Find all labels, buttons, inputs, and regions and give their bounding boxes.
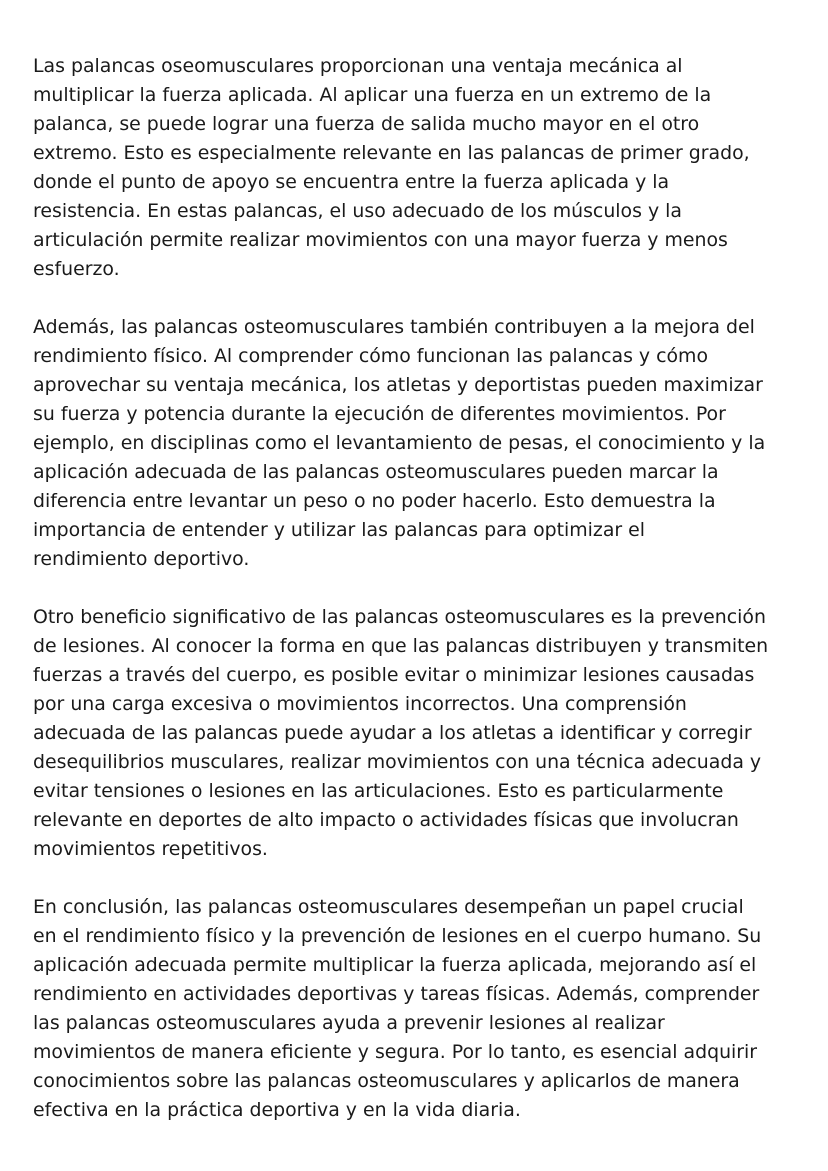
text-line: diferencia entre levantar un peso o no poder hacerlo. Esto demuestra la [33, 490, 716, 512]
text-line: extremo. Esto es especialmente relevante en las palancas de primer grado, [33, 142, 750, 164]
text-line: aplicación adecuada permite multiplicar la fuerza aplicada, mejorando así el [33, 954, 757, 976]
text-line: esfuerzo. [33, 258, 120, 280]
text-line: su fuerza y potencia durante la ejecución de diferentes movimientos. Por [33, 403, 726, 425]
text-line: importancia de entender y utilizar las palancas para optimizar el [33, 519, 646, 541]
paragraph-conclusion [33, 893, 808, 1125]
text-line: donde el punto de apoyo se encuentra entre la fuerza aplicada y la [33, 171, 670, 193]
paragraph-performance [33, 313, 808, 574]
text-line: desequilibrios musculares, realizar movimientos con una técnica adecuada y [33, 751, 762, 773]
text-line: ejemplo, en disciplinas como el levantamiento de pesas, el conocimiento y la [33, 432, 766, 454]
text-line: aplicación adecuada de las palancas osteomusculares pueden marcar la [33, 461, 719, 483]
text-line: por una carga excesiva o movimientos incorrectos. Una comprensión [33, 693, 687, 715]
text-line: rendimiento en actividades deportivas y tareas físicas. Además, comprender [33, 983, 760, 1005]
text-line: conocimientos sobre las palancas osteomusculares y aplicarlos de manera [33, 1070, 740, 1092]
text-line: rendimiento físico. Al comprender cómo funcionan las palancas y cómo [33, 345, 709, 367]
paragraph-mechanical-advantage [33, 52, 808, 284]
text-line: de lesiones. Al conocer la forma en que las palancas distribuyen y transmiten [33, 635, 769, 657]
text-line: multiplicar la fuerza aplicada. Al aplicar una fuerza en un extremo de la [33, 84, 712, 106]
text-line: palanca, se puede lograr una fuerza de salida mucho mayor en el otro [33, 113, 700, 135]
text-line: movimientos repetitivos. [33, 838, 268, 860]
text-line: Las palancas oseomusculares proporcionan una ventaja mecánica al [33, 55, 683, 77]
text-line: efectiva en la práctica deportiva y en la vida diaria. [33, 1099, 521, 1121]
text-line: rendimiento deportivo. [33, 548, 250, 570]
text-line: evitar tensiones o lesiones en las articulaciones. Esto es particularmente [33, 780, 724, 802]
text-line: fuerzas a través del cuerpo, es posible evitar o minimizar lesiones causadas [33, 664, 755, 686]
text-line: Otro beneficio significativo de las palancas osteomusculares es la prevención [33, 606, 766, 628]
text-line: aprovechar su ventaja mecánica, los atletas y deportistas pueden maximizar [33, 374, 763, 396]
document-body [33, 52, 808, 1125]
text-line: adecuada de las palancas puede ayudar a los atletas a identificar y corregir [33, 722, 752, 744]
text-line: movimientos de manera eficiente y segura. Por lo tanto, es esencial adquirir [33, 1041, 758, 1063]
text-line: las palancas osteomusculares ayuda a prevenir lesiones al realizar [33, 1012, 665, 1034]
text-line: en el rendimiento físico y la prevención de lesiones en el cuerpo humano. Su [33, 925, 762, 947]
text-line: articulación permite realizar movimientos con una mayor fuerza y menos [33, 229, 728, 251]
text-line: Además, las palancas osteomusculares también contribuyen a la mejora del [33, 316, 755, 338]
text-line: resistencia. En estas palancas, el uso adecuado de los músculos y la [33, 200, 682, 222]
text-line: relevante en deportes de alto impacto o actividades físicas que involucran [33, 809, 739, 831]
paragraph-injury-prevention [33, 603, 808, 864]
text-line: En conclusión, las palancas osteomusculares desempeñan un papel crucial [33, 896, 744, 918]
